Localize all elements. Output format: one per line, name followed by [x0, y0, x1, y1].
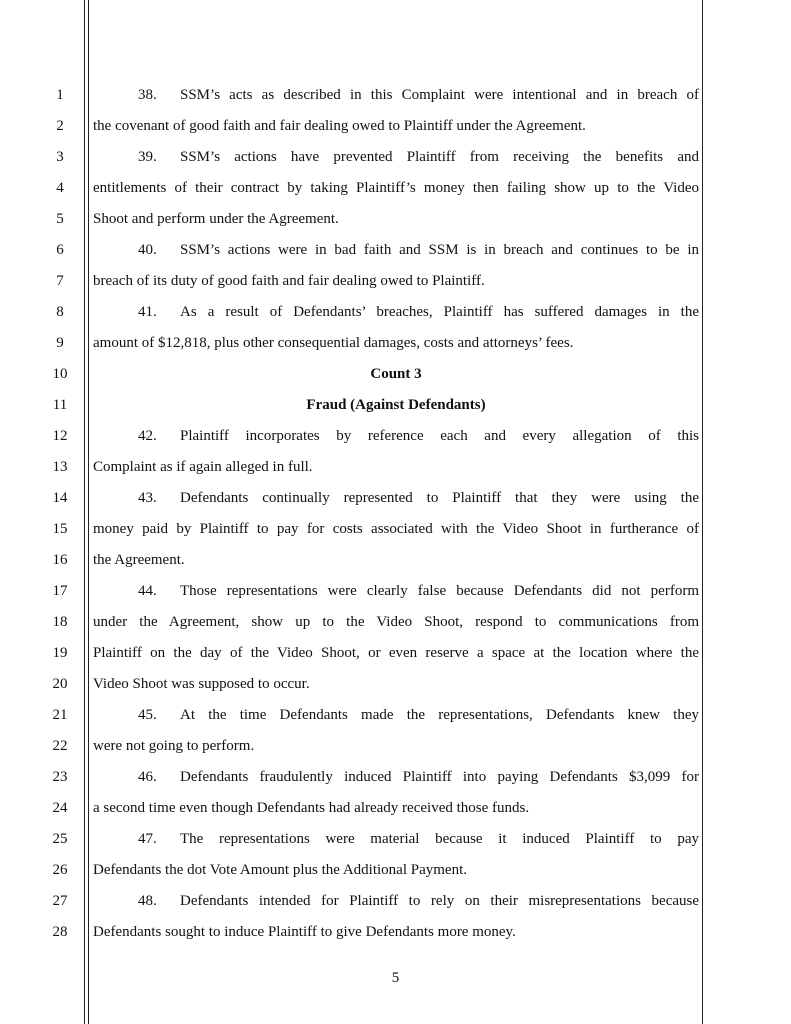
- text-line: Complaint as if again alleged in full.: [93, 459, 313, 475]
- paragraph-text: Defendants intended for Plaintiff to rely on their misrepresentations because: [180, 893, 699, 909]
- line-number: 2: [56, 118, 64, 134]
- text-line: money paid by Plaintiff to pay for costs associated with the Video Shoot in furtherance of: [93, 521, 699, 537]
- line-number: 7: [56, 273, 64, 289]
- line-number: 6: [56, 242, 64, 258]
- paragraph-text: Defendants fraudulently induced Plaintiff into paying Defendants $3,099 for: [180, 769, 699, 785]
- line-number: 18: [52, 614, 68, 630]
- paragraph-text: The representations were material because it induced Plaintiff to pay: [180, 831, 699, 847]
- line-number: 21: [52, 707, 68, 723]
- right-margin-rule: [702, 0, 703, 1024]
- paragraph-number: 44.: [138, 583, 157, 599]
- line-number: 3: [56, 149, 64, 165]
- text-line: entitlements of their contract by taking Plaintiff’s money then failing show up to the Video: [93, 180, 699, 196]
- line-number: 15: [52, 521, 68, 537]
- paragraph-text: SSM’s actions were in bad faith and SSM is in breach and continues to be in: [180, 242, 699, 258]
- paragraph-number: 42.: [138, 428, 157, 444]
- text-line: Shoot and perform under the Agreement.: [93, 211, 339, 227]
- text-line: under the Agreement, show up to the Video Shoot, respond to communications from: [93, 614, 699, 630]
- line-number: 1: [56, 87, 64, 103]
- paragraph-first-line: [93, 581, 699, 601]
- paragraph-text: Those representations were clearly false because Defendants did not perform: [180, 583, 699, 599]
- text-line: were not going to perform.: [93, 738, 255, 754]
- paragraph-text: As a result of Defendants’ breaches, Plaintiff has suffered damages in the: [180, 304, 699, 320]
- paragraph-first-line: [93, 147, 699, 167]
- line-number: 19: [52, 645, 68, 661]
- line-number: 4: [56, 180, 64, 196]
- paragraph-number: 46.: [138, 769, 157, 785]
- text-line: Plaintiff on the day of the Video Shoot, or even reserve a space at the location where the: [93, 645, 699, 661]
- text-line: the covenant of good faith and fair dealing owed to Plaintiff under the Agreement.: [93, 118, 586, 134]
- line-number: 22: [52, 738, 68, 754]
- paragraph-first-line: [93, 767, 699, 787]
- text-line: breach of its duty of good faith and fair dealing owed to Plaintiff.: [93, 273, 485, 289]
- text-line: a second time even though Defendants had already received those funds.: [93, 800, 530, 816]
- text-line: amount of $12,818, plus other consequential damages, costs and attorneys’ fees.: [93, 335, 574, 351]
- text-line: Video Shoot was supposed to occur.: [93, 676, 310, 692]
- line-number: 23: [52, 769, 68, 785]
- page-number: 5: [391, 970, 400, 986]
- paragraph-number: 40.: [138, 242, 157, 258]
- paragraph-first-line: [93, 85, 699, 105]
- paragraph-text: SSM’s actions have prevented Plaintiff from receiving the benefits and: [180, 149, 699, 165]
- paragraph-first-line: [93, 891, 699, 911]
- paragraph-first-line: [93, 829, 699, 849]
- text-line: Defendants sought to induce Plaintiff to give Defendants more money.: [93, 924, 516, 940]
- paragraph-number: 45.: [138, 707, 157, 723]
- line-number: 14: [52, 490, 68, 506]
- section-subheading: Fraud (Against Defendants): [306, 397, 486, 413]
- line-number: 20: [52, 676, 68, 692]
- paragraph-number: 38.: [138, 87, 157, 103]
- line-number: 17: [52, 583, 68, 599]
- line-number: 16: [52, 552, 68, 568]
- paragraph-number: 39.: [138, 149, 157, 165]
- line-number: 8: [56, 304, 64, 320]
- line-number: 25: [52, 831, 68, 847]
- line-number: 5: [56, 211, 64, 227]
- line-number: 24: [52, 800, 68, 816]
- paragraph-text: Defendants continually represented to Plaintiff that they were using the: [180, 490, 699, 506]
- paragraph-number: 41.: [138, 304, 157, 320]
- paragraph-text: Plaintiff incorporates by reference each and every allegation of this: [180, 428, 699, 444]
- text-line: Defendants the dot Vote Amount plus the Additional Payment.: [93, 862, 467, 878]
- paragraph-number: 47.: [138, 831, 157, 847]
- line-number: 28: [52, 924, 68, 940]
- paragraph-text: At the time Defendants made the representations, Defendants knew they: [180, 707, 699, 723]
- paragraph-first-line: [93, 240, 699, 260]
- line-number: 27: [52, 893, 68, 909]
- paragraph-text: SSM’s acts as described in this Complaint were intentional and in breach of: [180, 87, 699, 103]
- paragraph-number: 43.: [138, 490, 157, 506]
- left-margin-rule: [84, 0, 85, 1024]
- paragraph-first-line: [93, 488, 699, 508]
- line-number: 9: [56, 335, 64, 351]
- paragraph-first-line: [93, 426, 699, 446]
- line-number: 10: [52, 366, 68, 382]
- text-line: the Agreement.: [93, 552, 185, 568]
- paragraph-first-line: [93, 302, 699, 322]
- line-number: 12: [52, 428, 68, 444]
- line-number: 26: [52, 862, 68, 878]
- paragraph-number: 48.: [138, 893, 157, 909]
- left-margin-rule-inner: [88, 0, 89, 1024]
- line-number: 13: [52, 459, 68, 475]
- line-number: 11: [52, 397, 68, 413]
- section-heading: Count 3: [370, 366, 422, 382]
- paragraph-first-line: [93, 705, 699, 725]
